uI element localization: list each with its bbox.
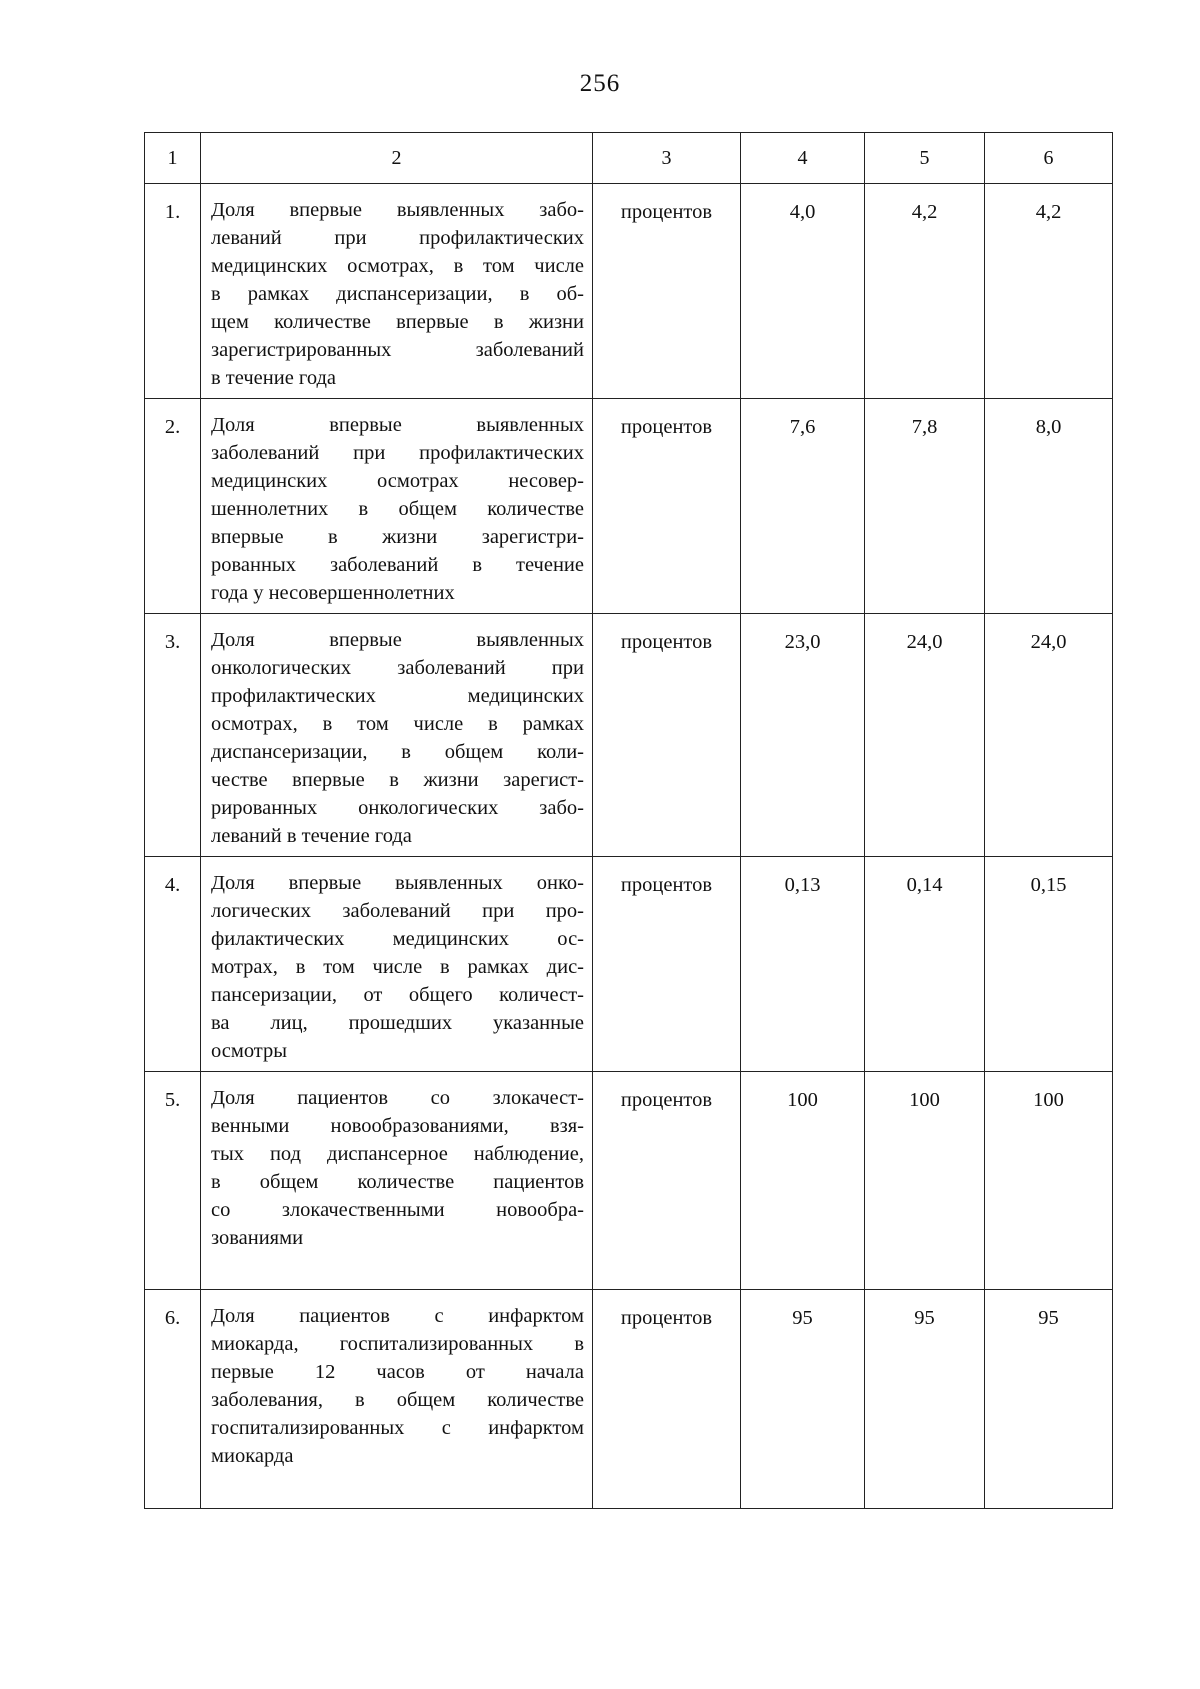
description-line: логических заболеваний при про- [211,900,584,922]
column-header: 6 [985,133,1113,184]
page-number: 256 [579,70,621,97]
value-cell-col4: 23,0 [741,614,865,857]
value-cell-col6: 4,2 [985,184,1113,399]
table-row [145,1072,1113,1290]
table-row [145,399,1113,614]
description-line: в общем количестве пациентов [211,1171,584,1193]
unit-cell: процентов [593,184,741,399]
value-cell-col5: 4,2 [865,184,985,399]
value-cell-col6: 0,15 [985,857,1113,1072]
row-number-cell: 4. [145,857,201,1072]
description-line: пансеризации, от общего количест- [211,984,584,1006]
description-line: леваний при профилактических [211,227,584,249]
indicator-description-cell [201,399,593,614]
column-header: 3 [593,133,741,184]
table-row [145,857,1113,1072]
description-line: Доля пациентов со злокачест- [211,1087,584,1109]
description-line: тых под диспансерное наблюдение, [211,1143,584,1165]
description-line: в рамках диспансеризации, в об- [211,283,584,305]
table-row [145,614,1113,857]
description-line: заболевания, в общем количестве [211,1389,584,1411]
description-line: впервые в жизни зарегистри- [211,526,584,548]
description-line: Доля впервые выявленных забо- [211,199,584,221]
description-line: профилактических медицинских [211,685,584,707]
description-line: осмотрах, в том числе в рамках [211,713,584,735]
indicator-description-cell [201,857,593,1072]
value-cell-col5: 95 [865,1290,985,1509]
unit-cell: процентов [593,399,741,614]
unit-cell: процентов [593,614,741,857]
value-cell-col6: 95 [985,1290,1113,1509]
row-number-cell: 1. [145,184,201,399]
description-line: Доля впервые выявленных [211,414,584,436]
indicator-description-cell [201,1072,593,1290]
description-line: диспансеризации, в общем коли- [211,741,584,763]
description-line: венными новообразованиями, взя- [211,1115,584,1137]
table-row [145,184,1113,399]
value-cell-col6: 8,0 [985,399,1113,614]
table-body [145,133,1113,1509]
description-line: зарегистрированных заболеваний [211,339,584,361]
value-cell-col4: 7,6 [741,399,865,614]
description-line: леваний в течение года [211,825,412,847]
description-line: заболеваний при профилактических [211,442,584,464]
description-line: миокарда [211,1445,294,1467]
value-cell-col5: 24,0 [865,614,985,857]
description-line: Доля впервые выявленных [211,629,584,651]
indicator-description-cell [201,184,593,399]
value-cell-col6: 24,0 [985,614,1113,857]
description-line: щем количестве впервые в жизни [211,311,584,333]
value-cell-col5: 7,8 [865,399,985,614]
unit-cell: процентов [593,1072,741,1290]
column-header: 4 [741,133,865,184]
description-line: осмотры [211,1040,288,1062]
table-row [145,1290,1113,1509]
value-cell-col4: 0,13 [741,857,865,1072]
column-header: 2 [201,133,593,184]
row-number-cell: 3. [145,614,201,857]
description-line: рованных заболеваний в течение [211,554,584,576]
column-header: 5 [865,133,985,184]
value-cell-col4: 100 [741,1072,865,1290]
value-cell-col5: 0,14 [865,857,985,1072]
value-cell-col4: 95 [741,1290,865,1509]
description-line: зованиями [211,1227,304,1249]
description-line: мотрах, в том числе в рамках дис- [211,956,584,978]
description-line: года у несовершеннолетних [211,582,455,604]
row-number-cell: 5. [145,1072,201,1290]
value-cell-col6: 100 [985,1072,1113,1290]
description-line: со злокачественными новообра- [211,1199,584,1221]
indicator-description-cell [201,1290,593,1509]
description-line: медицинских осмотрах несовер- [211,470,584,492]
description-line: филактических медицинских ос- [211,928,584,950]
description-line: Доля впервые выявленных онко- [211,872,584,894]
indicator-table [144,132,1113,1509]
description-line: госпитализированных с инфарктом [211,1417,584,1439]
indicator-description-cell [201,614,593,857]
value-cell-col4: 4,0 [741,184,865,399]
unit-cell: процентов [593,1290,741,1509]
value-cell-col5: 100 [865,1072,985,1290]
table-header-row [145,133,1113,184]
description-line: ва лиц, прошедших указанные [211,1012,584,1034]
description-line: миокарда, госпитализированных в [211,1333,584,1355]
row-number-cell: 2. [145,399,201,614]
description-line: в течение года [211,367,337,389]
row-number-cell: 6. [145,1290,201,1509]
description-line: первые 12 часов от начала [211,1361,584,1383]
column-header: 1 [145,133,201,184]
description-line: честве впервые в жизни зарегист- [211,769,584,791]
unit-cell: процентов [593,857,741,1072]
description-line: Доля пациентов с инфарктом [211,1305,584,1327]
description-line: шеннолетних в общем количестве [211,498,584,520]
description-line: рированных онкологических забо- [211,797,584,819]
description-line: медицинских осмотрах, в том числе [211,255,584,277]
description-line: онкологических заболеваний при [211,657,584,679]
